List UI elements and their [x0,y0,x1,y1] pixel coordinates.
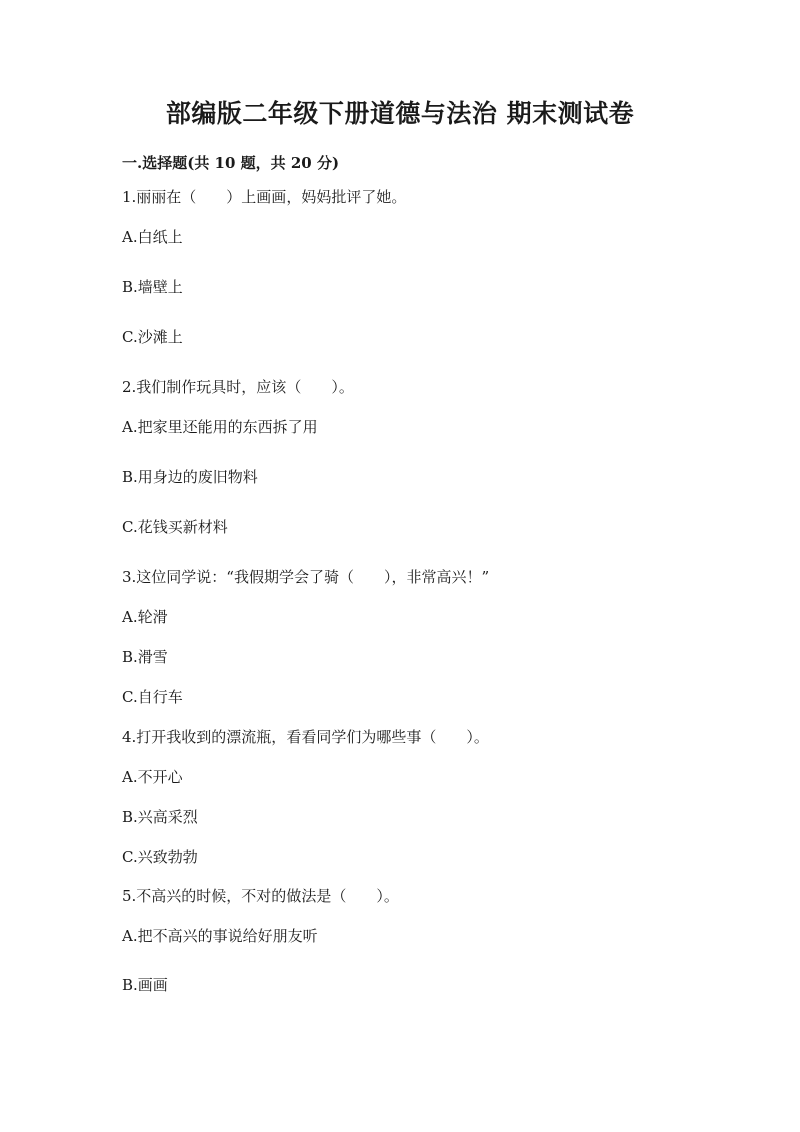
section-heading: 一.选择题(共 10 题，共 20 分) [122,154,340,172]
question-3-stem: 3.这位同学说：“我假期学会了骑（ ），非常高兴！” [122,568,490,586]
question-2-option-c: C.花钱买新材料 [122,518,228,536]
question-1-option-c: C.沙滩上 [122,328,183,346]
question-2-option-a: A.把家里还能用的东西拆了用 [122,418,318,436]
question-5-option-b: B.画画 [122,976,168,994]
exam-title: 部编版二年级下册道德与法治 期末测试卷 [165,99,635,128]
question-3-option-a: A.轮滑 [122,608,168,626]
question-3-option-c: C.自行车 [122,688,183,706]
question-4-stem: 4.打开我收到的漂流瓶，看看同学们为哪些事（ ）。 [122,728,489,746]
question-1-option-b: B.墙壁上 [122,278,183,296]
question-4-option-a: A.不开心 [122,768,183,786]
question-2-stem: 2.我们制作玩具时，应该（ ）。 [122,378,354,396]
question-2-option-b: B.用身边的废旧物料 [122,468,258,486]
question-4-option-b: B.兴高采烈 [122,808,198,826]
question-3-option-b: B.滑雪 [122,648,168,666]
question-1-stem: 1.丽丽在（ ）上画画，妈妈批评了她。 [122,188,407,206]
question-4-option-c: C.兴致勃勃 [122,848,198,866]
question-5-stem: 5.不高兴的时候，不对的做法是（ ）。 [122,887,399,905]
question-1-option-a: A.白纸上 [122,228,183,246]
question-5-option-a: A.把不高兴的事说给好朋友听 [122,927,318,945]
